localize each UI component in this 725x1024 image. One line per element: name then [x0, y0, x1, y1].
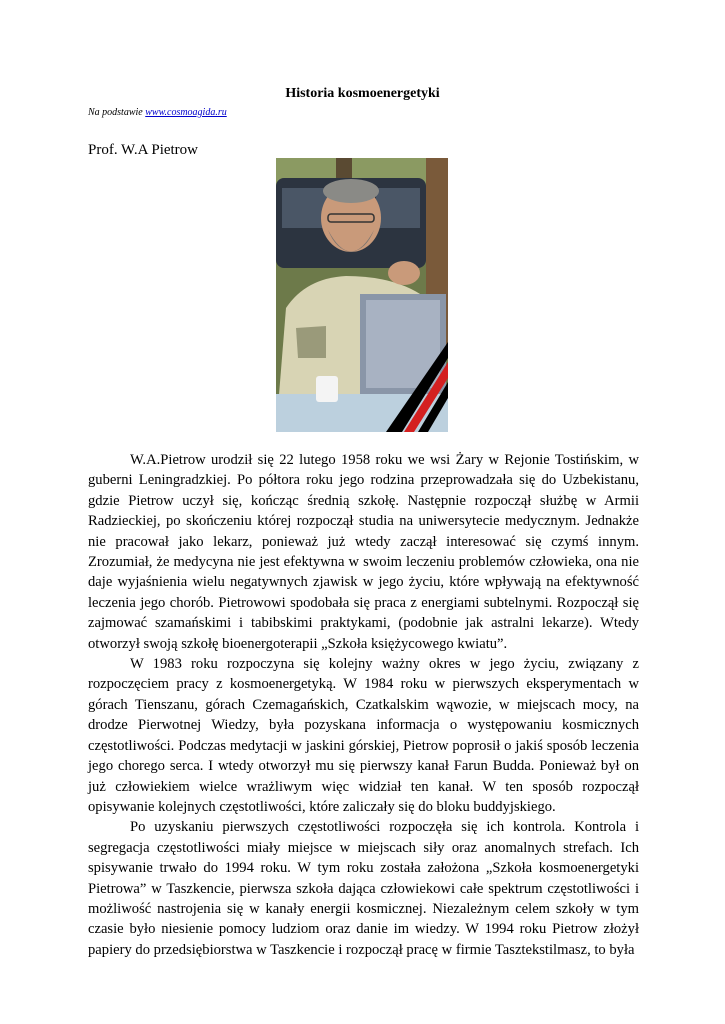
paragraph-1: W.A.Pietrow urodził się 22 lutego 1958 roku we wsi Żary w Rejonie Tostińskim, w guberni Leningradzkiej. Po półtora roku jego rodzina przeprowadzała się do Uzbekistanu, gdzie Pietrow uczył się, kończąc średnią szkołę. Następnie rozpoczął służbę w Armii Radzieckiej, po skończeniu której rozpoczął studia na uniwersytecie medycznym. Jednakże nie pracował jako lekarz, ponieważ już wtedy zaczął interesować się czymś innym. Zrozumiał, że medycyna nie jest efektywna w swoim leczeniu problemów człowieka, ona nie daje wyjaśnienia wielu negatywnych zjawisk w jego życiu, które wpływają na efektywność leczenia jego chorób. Pietrowowi spodobała się praca z energiami subtelnymi. Rozpoczął się zajmować szamańskimi i tabibskimi praktykami, (podobnie jak astralni lekarze). Wtedy otworzył swoją szkołę bioenergoterapii „Szkoła księżycowego kwiatu”.: [88, 452, 639, 652]
author-name: Prof. W.A Pietrow: [88, 142, 199, 158]
source-prefix: Na podstawie: [88, 107, 146, 118]
paragraph-3: Po uzyskaniu pierwszych częstotliwości rozpoczęła się ich kontrola. Kontrola i segregacja częstotliwości miały miejsce w miejscach siły oraz anomalnych strefach. Ich spisywanie trwało do 1994 roku. W tym roku została założona „Szkoła kosmoenergetyki Pietrowa” w Taszkencie, pierwsza szkoła dająca człowiekowi całe spektrum częstotliwości i możliwość nastrojenia się w kanały energii kosmicznej. Niezależnym celem szkoły w tym czasie było niesienie pomocy ludziom oraz danie im wiedzy. W 1994 roku Pietrow złożył papiery do przedsiębiorstwa w Taszkencie i rozpoczął pracę w firmie Tasztekstilmasz, to była: [88, 819, 639, 958]
author-photo: [276, 158, 448, 432]
source-line: [88, 107, 227, 118]
body-text: [88, 450, 639, 960]
document-title: Historia kosmoenergetyki: [285, 86, 440, 101]
source-link[interactable]: www.cosmoagida.ru: [145, 107, 227, 118]
paragraph-2: W 1983 roku rozpoczyna się kolejny ważny okres w jego życiu, związany z rozpoczęciem pracy z kosmoenergetyką. W 1984 roku w pierwszych eksperymentach w górach Tienszanu, górach Czemagańskich, Czatkalskim wąwozie, w miejscach mocy, na drodze Pierwotnej Wiedzy, była pozyskana informacja o występowaniu kosmicznych częstotliwości. Podczas medytacji w jaskini górskiej, Pietrow poprosił o jakiś sposób leczenia jego chorego serca. I wtedy otworzył mu się pierwszy kanał Farun Budda. Ponieważ był on już człowiekiem wielce wrażliwym więc widział ten kanał. W ten sposób rozpoczął opisywanie kolejnych częstotliwości, które zaliczały się do bloku buddyjskiego.: [88, 656, 639, 815]
